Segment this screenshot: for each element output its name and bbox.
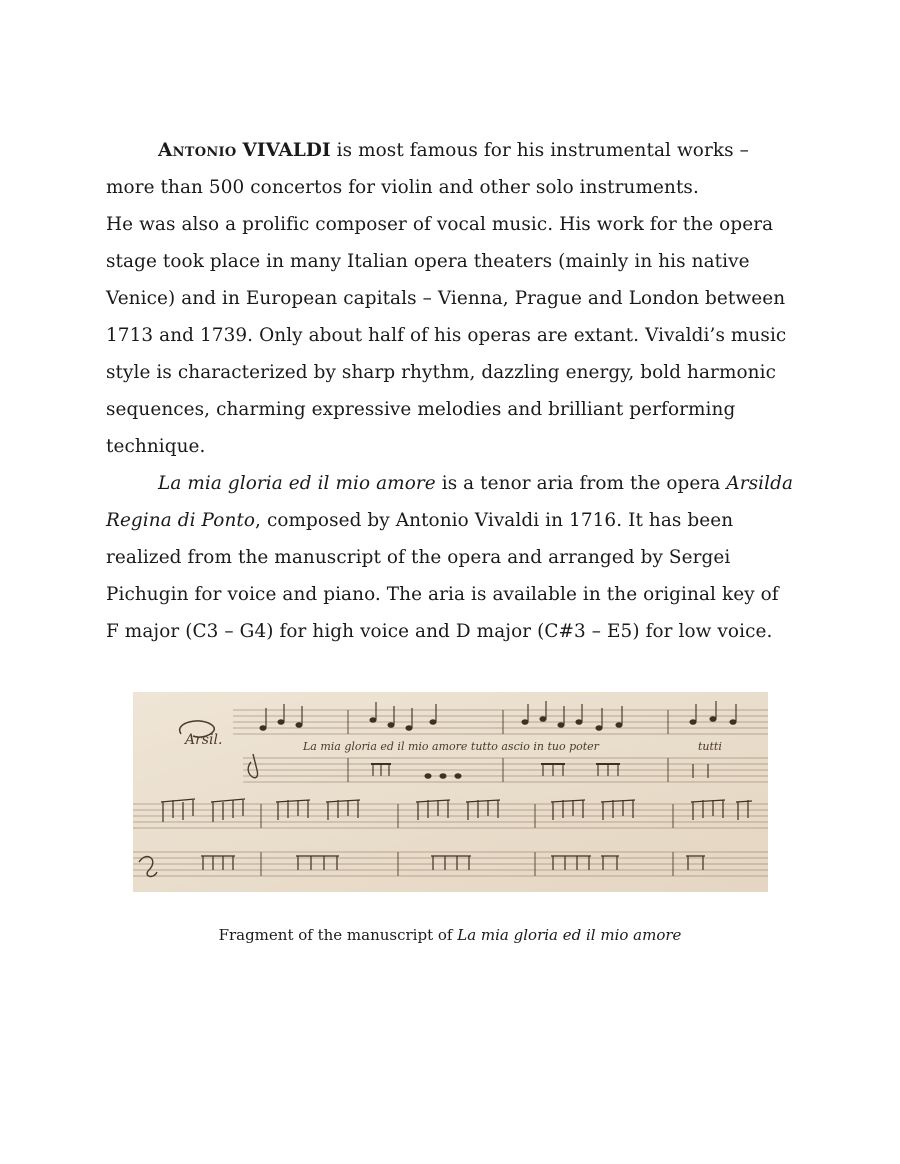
manuscript-part-label: Arsil. [185, 732, 223, 748]
composer-first-name: Antonio [158, 140, 237, 161]
body-text [106, 132, 796, 650]
opera-title: Arsilda Regina di Ponto [106, 473, 794, 531]
manuscript-lyric: La mia gloria ed il mio amore tutto ascio in tuo poter [303, 740, 599, 753]
aria-paragraph [106, 465, 796, 650]
caption-title: La mia gloria ed il mio amore [457, 926, 682, 944]
manuscript-image [133, 692, 768, 892]
manuscript-marking: tutti [698, 740, 722, 753]
aria-text-a: is a tenor aria from the opera [435, 473, 727, 494]
manuscript-illustration [133, 692, 768, 892]
aria-text-b: , composed by Antonio Vivaldi in 1716. It has been realized from the manuscript of the opera and arranged by Sergei Pichugin for voice and piano. The aria is available in the original key of F major (C3 – G4) for high voice and D major (C#3 – E5) for low voice. [106, 510, 779, 642]
intro-paragraph [106, 132, 796, 206]
caption-prefix: Fragment of the manuscript of [218, 926, 458, 944]
composer-last-name: VIVALDI [242, 140, 331, 161]
vocal-music-paragraph: He was also a prolific composer of vocal music. His work for the opera stage took place in many Italian opera theaters (mainly in his native Venice) and in European capitals – Vienna, Prague and London between 1713 and 1739. Only about half of his operas are extant. Vivaldi’s music style is characterized by sharp rhythm, dazzling energy, bold harmonic sequences, charming expressive melodies and brilliant performing technique. [106, 214, 787, 457]
intro-sentence-1: is most famous for his instrumental works – more than 500 concertos for violin and other solo instruments. [106, 140, 749, 198]
figure-caption [0, 926, 900, 944]
aria-title: La mia gloria ed il mio amore [158, 473, 436, 494]
